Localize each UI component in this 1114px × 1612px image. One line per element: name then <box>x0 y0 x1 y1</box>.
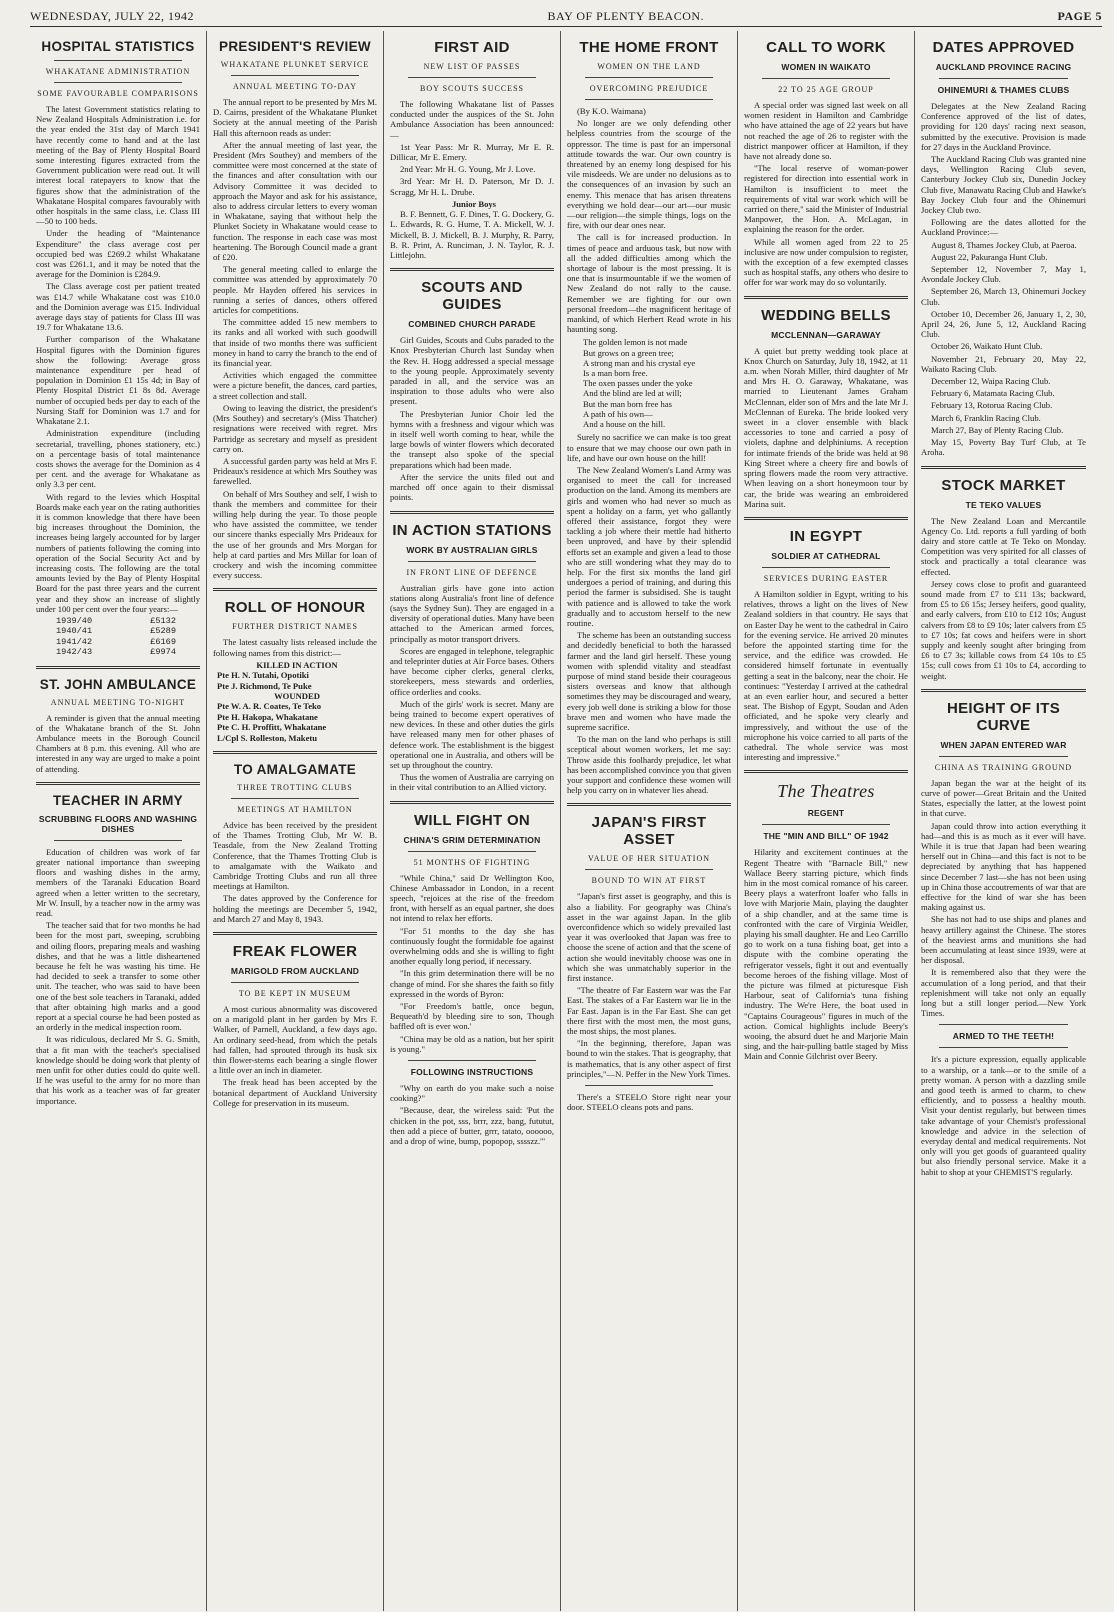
headline: ST. JOHN AMBULANCE <box>39 676 197 692</box>
section-divider <box>921 466 1086 469</box>
paragraph: "The theatre of Far Eastern war was the Far East. The stakes of a Far Eastern war lie in the Far East. Japan is in the Far East. She can get there first with the most men, the most guns, the most ships, the most planes. <box>567 985 731 1037</box>
paragraph: A Hamilton soldier in Egypt, writing to his relatives, throws a light on the lives of New Zealand soldiers in that country. He says that on Easter Day he went to the cathedral in Cairo for the evening service. He arrived 20 minutes before the appointed starting time for the service, and the edifice was crowded. He considered himself fortunate in eventually getting a seat in the balcony, near the choir. He continues: "Yesterday I arrived at the cathedral at an even earlier hour, and secured a better seat. The Bishop of Egypt, Soudan and Aden officiated, and he spoke very clearly and impressively, and without the use of the microphone his voice carried to all parts of the cathedral. The whole service was most interesting and impressive." <box>744 588 908 763</box>
article-freak-flower <box>213 943 377 1108</box>
divider <box>585 1085 713 1086</box>
paragraph: The call is for increased production. In times of peace and arduous task, but now with all the added difficulties among which the shortage of labour is the most pressing. It is one that is insurmountable if we the women of New Zealand do not rally to the cause. Remember we are fighting for our own personal freedom—the magnificent heritage of mankind, of which Herbert Read wrote in his haunting song. <box>567 232 731 335</box>
subheading: FURTHER DISTRICT NAMES <box>232 622 358 632</box>
subheading: 22 TO 25 AGE GROUP <box>778 85 874 94</box>
levy-row: 1939/40 £5132 <box>56 615 176 626</box>
divider <box>408 561 536 562</box>
headline: THE HOME FRONT <box>579 39 719 56</box>
paragraph: The teacher said that for two months he had been for the most part, sweeping, scrubbing and oiling floors, preparing meals and washing dishes, and that he was a little disheartened because he felt he was wasting his time. He had decided to seek a transfer to some other unit. The teacher, who was said to have been one of the best sole teachers in Taranaki, added that after obtaining high marks and a good report at a special course he had been posted as an orderly in the medical inspection room. <box>36 920 200 1033</box>
byline: (By K.O. Waimana) <box>577 106 646 116</box>
divider <box>585 77 713 78</box>
paragraph: To the man on the land who perhaps is still sceptical about women workers, let me say: Throw aside this foolhardy prejudice, let what has been accomplished convince you that given your support and confidence these women will help you carry on in whatever lies ahead. <box>567 734 731 796</box>
race-date: August 22, Pakuranga Hunt Club. <box>931 251 1048 262</box>
section-divider <box>390 268 554 271</box>
paragraph: The New Zealand Loan and Mercantile Agency Co. Ltd. reports a full yarding of both dairy and store cattle at Te Teko on Monday. Competition was very spirited for all classes of stock and practically a total clearance was effected. <box>921 515 1086 577</box>
divider <box>408 851 536 852</box>
divider <box>231 75 359 76</box>
subheading: TE TEKO VALUES <box>965 499 1042 510</box>
race-date: September 26, March 13, Ohinemuri Jockey Club. <box>921 286 1086 307</box>
paragraph: A most curious abnormality was discovered on a marigold plant in her garden by Mrs F. Walker, of Parnell, Auckland, a few days ago. An ordinary seed-head, from which the petals had fallen, had sprouted through its husk six thin flower-stems each bearing a single flower a little over an inch in diameter. <box>213 1004 377 1076</box>
article-teacher-in-army <box>36 793 200 1106</box>
column-5 <box>738 31 915 1611</box>
paragraph: The freak head has been accepted by the botanical department of Auckland University College for preservation in its museum. <box>213 1077 377 1108</box>
section-divider <box>213 932 377 935</box>
subheading: WHAKATANE ADMINISTRATION <box>45 67 191 76</box>
section-divider <box>567 803 731 806</box>
paper-name: BAY OF PLENTY BEACON. <box>547 9 705 23</box>
article-first-aid <box>390 39 554 260</box>
paragraph: The Class average cost per patient treated was £14.7 while Whakatane cost was £10.0 and the Dominion average was £15. Individual average days stay of patients for Class III was 19.7 for Whakatane 13.6. <box>36 281 200 333</box>
section-divider <box>744 296 908 299</box>
paragraph: The scheme has been an outstanding success and decidedly beneficial to both the harassed farmer and the land girl herself. These young women with splendid vitality and steadfast purpose of mind stand beside their courageous sisters overseas and know that although sometimes they may be discouraged and weary, every job well done is striking a blow for those brave men and women who have made the supreme sacrifice. <box>567 630 731 732</box>
paragraph: The Auckland Racing Club was granted nine days, Wellington Racing Club seven, Canterbury Jockey Club six, Dunedin Jockey Club five, Manawatu Racing Club and Hawke's Bay Jockey Club four and the Ohinemuri Jockey Club two. <box>921 154 1086 216</box>
list-item: Pte J. Richmond, Te Puke <box>217 680 312 691</box>
paragraph: Owing to leaving the district, the president's (Mrs Southey) and secretary's (Miss Thatcher) resignations were received with regret. Mrs Partridge as secretary and myself as president carry on. <box>213 402 377 454</box>
poem <box>575 337 731 429</box>
subheading: WORK BY AUSTRALIAN GIRLS <box>406 544 538 555</box>
article-in-action-stations <box>390 522 554 793</box>
article-in-egypt <box>744 528 908 762</box>
headline: STOCK MARKET <box>941 476 1066 494</box>
race-date: May 15, Poverty Bay Turf Club, at Te Aroha. <box>921 437 1086 458</box>
paragraph: No longer are we only defending other helpless countries from the scourge of the oppressor. The time is past for an impersonal attitude towards the war. Our own country is threatened by an enemy long despised for his vile misdeeds. We are under no delusions as to the consequences of an invasion by such an enemy. This menace that has arisen threatens everything we hold dear—our art—our music—our religion—the simple things, logs on the fire, with our dear ones near. <box>567 118 731 231</box>
paragraph: Activities which engaged the committee were a picture benefit, the dances, card parties, a street collection and stall. <box>213 370 377 401</box>
section-divider <box>921 689 1086 692</box>
poem-line: The oxen passes under the yoke <box>583 378 693 389</box>
levy-table <box>56 616 200 658</box>
article-st-john-ambulance <box>36 677 200 774</box>
article-will-fight-on <box>390 812 554 1054</box>
section-divider <box>390 801 554 804</box>
list-heading: WOUNDED <box>274 690 320 701</box>
subheading: SOLDIER AT CATHEDRAL <box>771 550 881 561</box>
subheading: THREE TROTTING CLUBS <box>237 783 353 792</box>
paragraph: After the service the units filed out and marched off once again to their dismissal points. <box>390 471 554 503</box>
subheading: REGENT <box>807 808 845 819</box>
paragraph: It's a picture expression, equally applicable to a warship, or a tank—or to the smile of a pretty woman. A person with a dazzling smile and good teeth is armed to charm, to chew efficiently, and to possess a healthy mouth. Visit your dentist regularly, but between times take advantage of your Chemist's professional knowledge and advice in the selection of everyday dental and medical requirements. Not only will you get goods of guaranteed quality but also friendly personal service. Make it a habit to shop at your CHEMIST'S regularly. <box>921 1054 1086 1177</box>
paragraph: The general meeting called to enlarge the committee was attended by approximately 70 people. Mr Hayden offered his services in running a series of dances, others offered articles for competitions. <box>213 264 377 316</box>
divider <box>939 1047 1068 1048</box>
paragraph: The latest casualty lists released include the following names from this district:— <box>213 637 377 658</box>
subheading: CHINA'S GRIM DETERMINATION <box>403 834 541 845</box>
subheading: CHINA AS TRAINING GROUND <box>934 762 1073 772</box>
article-call-to-work <box>744 39 908 288</box>
subheading: WOMEN IN WAIKATO <box>781 62 871 72</box>
article-presidents-review <box>213 39 377 580</box>
headline: FREAK FLOWER <box>232 943 358 961</box>
column-1 <box>30 31 207 1611</box>
subheading: SOME FAVOURABLE COMPARISONS <box>37 89 199 98</box>
paragraph: "For 51 months to the day she has continuously fought the formidable foe against overwhelming odds and she is willing to fight another equally long period, if necessary. <box>390 925 554 967</box>
headline: ROLL OF HONOUR <box>224 599 366 617</box>
subheading: ANNUAL MEETING TO-DAY <box>232 82 358 91</box>
article-japans-first-asset <box>567 814 731 1079</box>
race-date: November 21, February 20, May 22, Waikato Racing Club. <box>921 353 1086 374</box>
masthead <box>30 8 1102 27</box>
article-hospital-statistics <box>36 39 200 658</box>
section-divider <box>744 517 908 520</box>
race-date: September 12, November 7, May 1, Avondale Jockey Club. <box>921 264 1086 285</box>
paragraph: Australian girls have gone into action stations along Australia's front line of defence (says the Sydney Sun). They are engaged in a diversity of operational duties. Many have been attached to the American armed forces, principally as motor transport drivers. <box>390 582 554 644</box>
paragraph: With regard to the levies which Hospital Boards make each year on the rating authorities it is common knowledge that there have been big increases throughout the Dominion, the increases being largely accounted for by larger numbers of patients following the coming into operation of the Social Security Act and by increasing costs. The following are the total amounts levied by the Bay of Plenty Hospital Board for the past three years and the current year and they show an increase of slightly under 100 per cent over the four years:— <box>36 491 200 614</box>
headline: CALL TO WORK <box>766 39 886 56</box>
levy-row: 1942/43 £9974 <box>56 647 176 658</box>
paragraph: "Because, dear, the wireless said: 'Put the chicken in the pot, sss, brrr, zzz, bang, fututut, then add a piece of butter, grrr, tatato, oooooo, and a drop of wine, bump, popopop, sssszz.'" <box>390 1105 554 1147</box>
divider <box>231 982 359 983</box>
subheading: NEW LIST OF PASSES <box>423 62 521 71</box>
subheading: MCCLENNAN—GARAWAY <box>771 329 881 340</box>
article-stock-market <box>921 477 1086 681</box>
subheading: WHEN JAPAN ENTERED WAR <box>940 739 1067 750</box>
list-item: Pte H. Hakopa, Whakatane <box>217 711 318 722</box>
subheading: AUCKLAND PROVINCE RACING <box>935 62 1072 72</box>
paragraph: 2nd Year: Mr H. G. Young, Mr J. Love. <box>400 164 536 175</box>
article-to-amalgamate <box>213 762 377 924</box>
column-2 <box>207 31 384 1611</box>
article-following-instructions <box>390 1067 554 1146</box>
paragraph: "China may be old as a nation, but her spirit is young." <box>390 1033 554 1054</box>
list-heading: KILLED IN ACTION <box>256 659 338 670</box>
issue-date: WEDNESDAY, JULY 22, 1942 <box>30 9 195 23</box>
list-item: Pte W. A. R. Coates, Te Teko <box>217 701 322 712</box>
article-roll-of-honour <box>213 599 377 743</box>
paragraph: "While China," said Dr Wellington Koo, Chinese Ambassador in London, in a recent speech, "rejoices at the rise of the freedom front, with herself as an equal partner, she does not intend to relax her efforts. <box>390 872 554 924</box>
headline: FOLLOWING INSTRUCTIONS <box>410 1067 534 1078</box>
subheading: COMBINED CHURCH PARADE <box>408 319 536 330</box>
article-scouts-and-guides <box>390 279 554 502</box>
headline: SCOUTS AND GUIDES <box>421 279 523 314</box>
paragraph: The Presbyterian Junior Choir led the hymns with a freshness and vigour which was in itself well worth coming to hear, while the large bowls of winter flowers which decorated the transept also spoke of the special preparations which had been made. <box>390 408 554 470</box>
divider <box>54 840 182 841</box>
list-heading: Junior Boys <box>451 198 497 209</box>
section-divider <box>213 751 377 754</box>
paragraph: A quiet but pretty wedding took place at Knox Church on Saturday, July 18, 1942, at 11 a.m. when Norah Miller, third daughter of Mr and Mrs H. O. Garaway, Whakatane, was married to Lieutenant James Graham McClennan, elder son of Mrs and the late Mr J. McClennan of Eureka. The bride looked very sweet in a clover ensemble with black accessories to tone and carried a posy of violets, daphne and delphiniums. A reception for intimate friends of the bride was held at 98 King Street where a cheery fire and bowls of spring flowers made the room very attractive. When leaving on a short honeymoon tour by car, the bride was wearing an embroidered Marina suit. <box>744 345 908 509</box>
article-the-theatres <box>744 781 908 1061</box>
paragraph: Scores are engaged in telephone, telegraphic and teleprinter duties at Air Force bases. Others have become cipher clerks, general clerks, storekeepers, mess stewards and orderlies, office orderlies and cooks. <box>390 645 554 697</box>
page-number: PAGE 5 <box>1057 9 1102 23</box>
paragraph: Advice has been received by the president of the Thames Trotting Club, Mr W. B. Teasdale, from the New Zealand Trotting Conference, that the Thames Trotting Club is to amalgamate with the Waikato and Cambridge Trotting Clubs and run all three meetings at Hamilton. <box>213 820 377 892</box>
poem-line: And a house on the hill. <box>583 419 666 430</box>
subheading: THE "MIN AND BILL" OF 1942 <box>763 831 889 842</box>
article-dates-approved <box>921 39 1086 458</box>
paragraph: Hilarity and excitement continues at the Regent Theatre with "Barnacle Bill," new Wallace Beery starring picture, which finds him in the most comical romance of his career. Beery plays a waterfront loafer who falls in love with Marjorie Main, playing the daughter of a ship chandler, and at the same time is confronted with the care of Virginia Weidler, playing his small daughter. He and Leo Carrillo go to work on a tuna fishing boat, get into a dispute with the combine operating the refrigerator vessels, fight it out and eventually become heroes of the fishing village. Most of the picture was filmed at picturesque Fish Harbour, seat of California's tuna fishing industry. The We're Here, the boat used in "Captains Courageous" figures in much of the action. Comical highlights include Beery's wooing, the absurd duet he and Marjorie Main sing, and the hair-pulling battle staged by Miss Main and Connie Gilchrist over Beery. <box>744 847 908 1062</box>
headline: PRESIDENT'S REVIEW <box>219 39 371 54</box>
poem-line: And the blind are led at will; <box>583 388 682 399</box>
paragraph: Japan could throw into action everything it had—and this is as much as it ever will have. While it is true that Japan had been wearing herself out in China—and this fact is not to be depreciated by anything that has happened since December 7 last—she has not been using up in China those accoutrements of war that are effective for the kind of war she has been making against us. <box>921 820 1086 913</box>
subheading: OHINEMURI & THAMES CLUBS <box>937 85 1070 95</box>
poem-line: A strong man and his crystal eye <box>583 357 696 368</box>
article-height-of-its-curve <box>921 700 1086 1019</box>
paragraph: It is remembered also that they were the accumulation of a long period, and that their replenishment will take not only an equally long but a still longer period.—New York Times. <box>921 967 1086 1019</box>
headline: IN ACTION STATIONS <box>392 521 552 539</box>
divider <box>762 824 890 825</box>
subheading: IN FRONT LINE OF DEFENCE <box>406 567 538 577</box>
paragraph: 3rd Year: Mr H. D. Paterson, Mr D. J. Scragg, Mr H. L. Drube. <box>390 176 554 197</box>
paragraph: Further comparison of the Whakatane Hospital figures with the Dominion figures show the following: Average gross maintenance expenditure per head of population in Dominion £1 15s 4d; in Bay of Plenty Hospital District £1 8s 8d. Average number of occupied beds per day to each of the Nursing Staff for Dominion was 1.7 and for Whakatane 2.1. <box>36 334 200 427</box>
headline: WEDDING BELLS <box>761 306 891 324</box>
subheading: VALUE OF HER SITUATION <box>587 854 711 864</box>
section-divider <box>36 782 200 785</box>
race-date: October 26, Waikato Hunt Club. <box>931 341 1043 352</box>
divider <box>762 567 890 568</box>
paragraph: "In the beginning, therefore, Japan was bound to win the stakes. That is geography, that is mathematics, that is any other aspect of first principles,"—N. Peffer in the New York Times. <box>567 1038 731 1079</box>
paragraph: Surely no sacrifice we can make is too great to ensure that we may choose our own path in life, and have our own house on the hill! <box>567 432 731 463</box>
subheading: SERVICES DURING EASTER <box>763 573 889 583</box>
race-date: February 6, Matamata Racing Club. <box>931 388 1055 399</box>
article-armed-to-the-teeth <box>921 1031 1086 1176</box>
steelo-advert: There's a STEELO Store right near your door. STEELO cleans pots and pans. <box>567 1092 731 1113</box>
article-home-front <box>567 39 731 795</box>
subheading: 51 MONTHS OF FIGHTING <box>413 857 531 867</box>
poem-line: But grows on a green tree; <box>583 347 674 358</box>
headline: HEIGHT OF ITS CURVE <box>946 699 1061 734</box>
headline: FIRST AID <box>434 39 510 56</box>
paragraph: The committee added 15 new members to its ranks and all worked with such goodwill that inside of two months there was sufficient money in hand to carry the branch to the end of its financial year. <box>213 317 377 369</box>
subheading: BOUND TO WIN AT FIRST <box>591 876 707 886</box>
paragraph: After the annual meeting of last year, the President (Mrs Southey) and members of the committee were most concerned at the state of the finances and after consultation with our Advisory Committee it was decided to approach the Mayor and ask for his assistance, also to address circular letters to every woman in Whakatane, saying that without help the Plunket Society in Whakatane would cease to function. The response in each case was most heartening. The Borough Council made a grant of £20. <box>213 139 377 263</box>
article-wedding-bells <box>744 307 908 509</box>
headline: TEACHER IN ARMY <box>52 792 183 808</box>
divider <box>54 82 182 83</box>
headline: JAPAN'S FIRST ASSET <box>591 814 707 849</box>
paragraph: The following Whakatane list of Passes conducted under the auspices of the St. John Ambulance Association has been announced:— <box>390 99 554 140</box>
subheading: WOMEN ON THE LAND <box>597 62 701 71</box>
paragraph: It was ridiculous, declared Mr S. G. Smith, that a fit man with the teacher's specialised knowledge should be doing work that plenty of men unfit for other duties could do quite well. If he was useful to the army for no more than that his work as a teacher was of far greater importance. <box>36 1034 200 1106</box>
race-date: December 12, Waipa Racing Club. <box>931 376 1051 387</box>
headline: WILL FIGHT ON <box>413 811 531 829</box>
divider <box>939 78 1068 79</box>
paragraph: The dates approved by the Conference for holding the meetings are December 5, 1942, and March 27 and May 8, 1943. <box>213 893 377 924</box>
race-date: March 27, Bay of Plenty Racing Club. <box>931 424 1064 435</box>
paragraph: "In this grim determination there will be no change of mind. For she shares the faith so fitly expressed in the words of Byron: <box>390 968 554 999</box>
subheading: MARIGOLD FROM AUCKLAND <box>230 966 360 977</box>
paragraph: Delegates at the New Zealand Racing Conference approved of the list of dates, providing for 120 days' racing next season, submitted by the executive. Provision is made for 27 days in the Auckland Province. <box>921 101 1086 152</box>
headline: HOSPITAL STATISTICS <box>41 39 195 54</box>
section-divider <box>390 511 554 514</box>
section-divider <box>36 666 200 669</box>
paragraph: "Japan's first asset is geography, and this is also a liability. For geography was China's asset in the war against Japan. In the glib overconfidence which so widely prevailed last year it was overlooked that Japan was free to choose the scene of action and that the scene of action she would inevitably choose was one in which she was unmatchably superior in the first instance. <box>567 891 731 984</box>
paragraph: Jersey cows close to profit and guaranteed sound made from £7 to £11 13s; backward, from £5 to £6 15s; Jersey heifers, good quality, and early calvers, from £10 to £12 10s; August calvers from £8 to £9 10s; later calvers from £5 to £7 10s; fat cows and heifers were in short supply and keenly sought after bringing from £6 to £7 3s; killable cows from £4 10s to £5 15s; cull cows from £1 10s to £4, according to weight. <box>921 578 1086 681</box>
paragraph: Thus the women of Australia are carrying on in their vital contribution to an Allied victory. <box>390 772 554 793</box>
subheading: OVERCOMING PREJUDICE <box>589 84 709 93</box>
paragraph: While all women aged from 22 to 25 inclusive are now under compulsion to register, with the exception of a few exempted classes such as hospital staffs, any others who desire to offer for war work may do so voluntarily. <box>744 236 908 288</box>
list-item: L/Cpl S. Rolleston, Maketu <box>217 732 318 743</box>
list-item: Pte C. H. Proffitt, Whakatane <box>217 722 327 733</box>
divider <box>939 756 1068 757</box>
paragraph: The latest Government statistics relating to New Zealand Hospitals Administration i.e. for the year ended the 31st day of March 1941 have recently come to hand and at the last meeting of the Bay of Plenty Hospital Board some interesting figures extracted from the Government publication were read out. It will interest local ratepayers to know that the figures show that the administration of the Whakatane Hospital compares favourably with other hospitals in the same class, i.e. Class III—50 to 100 beds. <box>36 104 200 227</box>
paragraph: On behalf of Mrs Southey and self, I wish to thank the members and committee for their willing help during the year. To those people who have assisted the committee, we tender our sincere thanks especially Mrs Prideaux for the use of her grounds and Mrs Morgan for help at card parties and Mrs Millar for loan of crockery and wish the incoming committee every success. <box>213 488 377 581</box>
paragraph: The New Zealand Women's Land Army was organised to meet the call for increased production on the land. Among its members are girls and women who had never so much as spent a holiday on a farm, yet who gallantly offered their assistance, forgot they were tackling a job where their mettle had hitherto been unproved, and have by their splendid efforts set an example and given a lead to those who are still wondering what they may do to help. For the first six months the land girl undergoes a period of training, and during this period the farmer is subsidised. She is taught with patience and is allowed to take the work gradually and to accustom herself to the new routine. <box>567 464 731 628</box>
divider <box>939 1024 1068 1025</box>
paragraph: She has not had to use ships and planes and heavy artillery against the Chinese. The stores of the heaviest arms and munitions she had been accumulating at least since 1939, were at her disposal. <box>921 914 1086 966</box>
paragraph: Following are the dates allotted for the Auckland Province:— <box>921 217 1086 238</box>
columns <box>30 31 1102 1611</box>
paragraph: Administration expenditure (including secretarial, travelling, phones stationery, etc.) on a percentage basis of total maintenance costs shows the average for the Dominion as 4 per cent. and the average for Whakatane as only 3.3 per cent. <box>36 428 200 490</box>
subheading: ANNUAL MEETING TO-NIGHT <box>50 697 186 707</box>
divider <box>585 869 713 870</box>
paragraph: A successful garden party was held at Mrs F. Prideaux's residence at which Mrs Southey was farewelled. <box>213 455 377 487</box>
section-divider <box>744 770 908 773</box>
divider <box>231 798 359 799</box>
paragraph: Education of children was work of far greater national importance than sweeping floors and washing dishes in the army, members of the Taranaki Education Board agreed when a letter written to the secretary, Mr W. Insull, by a teacher now in the army was read. <box>36 846 200 919</box>
headline: IN EGYPT <box>789 527 863 545</box>
column-4 <box>561 31 738 1611</box>
section-divider <box>213 588 377 591</box>
race-date: August 8, Thames Jockey Club, at Paeroa. <box>931 239 1077 250</box>
paragraph: Under the heading of "Maintenance Expenditure" the class average cost per occupied bed was £269.2 whilst Whakatane cost was £261.1, and it may be noted that the average for the Dominion is £284.9. <box>36 228 200 280</box>
paragraph: "For Freedom's battle, once begun, Bequeath'd by bleeding sire to son, Though baffled oft is ever won.' <box>390 1001 554 1032</box>
paragraph: Japan began the war at the height of its curve of power—Great Britain and the United States, especially the latter, at the lowest point in that curve. <box>921 777 1086 819</box>
paragraph: Girl Guides, Scouts and Cubs paraded to the Knox Presbyterian Church last Sunday when the Rev. H. Hogg addressed a special message to the young people. Approximately seventy paraded in all, and the service was an inspiration to those adults who were also present. <box>390 335 554 407</box>
paragraph: B. F. Bennett, G. F. Dines, T. G. Dockery, G. L. Edwards, R. G. Hume, T. A. Mickell, W. J. Mickell, B. J. Mickell, B. J. Murphy, R. Parry, B. R. Print, A. Runciman, J. N. Taylor, R. J. Littlejohn. <box>390 209 554 261</box>
poem-line: A path of his own— <box>583 408 653 419</box>
race-date: October 10, December 26, January 1, 2, 30, April 24, 26, June 5, 12, Auckland Racing Club. <box>921 308 1086 340</box>
paragraph: "Why on earth do you make such a noise cooking?" <box>390 1083 554 1104</box>
poem-line: But the man born free has <box>583 398 673 409</box>
race-date: March 6, Franklin Racing Club. <box>931 412 1041 423</box>
divider <box>762 78 890 79</box>
column-6 <box>915 31 1092 1611</box>
poem-line: Is a man born free. <box>583 368 648 379</box>
paragraph: The annual report to be presented by Mrs M. D. Cairns, president of the Whakatane Plunket Society at the annual meeting of the Parish Hall this afternoon reads as under: <box>213 97 377 138</box>
paragraph: "The local reserve of woman-power registered for direction into essential work in Hamilton is insufficient to meet the requirements of vital war work which will be carried on there," said the Minister of Industrial Manpower, the Hon. A. McLagan, in explaining the reason for the order. <box>744 163 908 235</box>
divider <box>54 60 182 61</box>
headline: ARMED TO THE TEETH! <box>952 1031 1055 1042</box>
subheading: BOY SCOUTS SUCCESS <box>420 84 524 93</box>
poem-line: The golden lemon is not made <box>583 337 688 348</box>
subheading: SCRUBBING FLOORS AND WASHING DISHES <box>38 813 198 834</box>
paragraph: Much of the girls' work is secret. Many are being trained to become expert operatives of new devices. In these and other duties the girls have released many men for other phases of defence work. The establishment is the biggest operational one in Australia, and others will be set up throughout the country. <box>390 698 554 770</box>
paragraph: A reminder is given that the annual meeting of the Whakatane branch of the St. John Ambulance meets in the Borough Council Chambers at 8 p.m. this evening. All who are interested in any way are urged to make a point of attending. <box>36 712 200 774</box>
headline: The Theatres <box>777 781 875 802</box>
divider <box>408 1060 536 1061</box>
subheading: TO BE KEPT IN MUSEUM <box>238 989 352 999</box>
levy-row: 1941/42 £6169 <box>56 636 176 647</box>
paragraph: A special order was signed last week on all women resident in Hamilton and Cambridge who have attained the age of 22 years but have not reached the age of 26 to register with the district manpower officer at Hamilton, if they have not already done so. <box>744 100 908 162</box>
headline: TO AMALGAMATE <box>233 762 357 777</box>
column-3 <box>384 31 561 1611</box>
list-item: Pte H. N. Tutahi, Opotiki <box>217 670 309 681</box>
subheading: WHAKATANE PLUNKET SERVICE <box>220 60 370 69</box>
levy-row: 1940/41 £5289 <box>56 626 176 637</box>
headline: DATES APPROVED <box>932 39 1075 56</box>
subheading: MEETINGS AT HAMILTON <box>237 805 353 814</box>
divider <box>585 99 713 100</box>
race-date: February 13, Rotorua Racing Club. <box>931 400 1053 411</box>
divider <box>408 77 536 78</box>
paragraph: 1st Year Pass: Mr R. Murray, Mr E. R. Dillicar, Mr E. Emery. <box>390 141 554 163</box>
